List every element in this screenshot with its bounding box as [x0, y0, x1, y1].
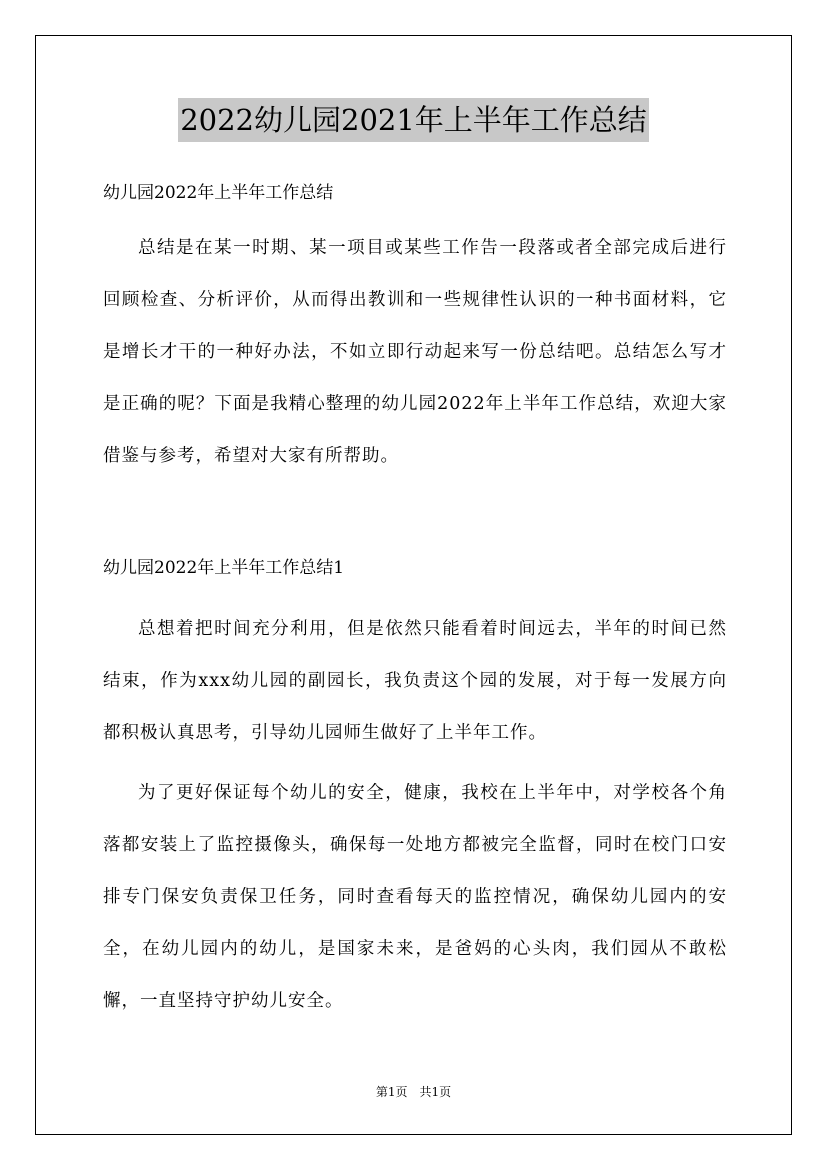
document-subtitle: 幼儿园2022年上半年工作总结 [103, 183, 334, 203]
intro-paragraph: 总结是在某一时期、某一项目或某些工作告一段落或者全部完成后进行回顾检查、分析评价，从而得出教训和一些规律性认识的一种书面材料，它是增长才干的一种好办法，不如立即行动起来写一份总结吧。总结怎么写才是正确的呢？下面是我精心整理的幼儿园2022年上半年工作总结，欢迎大家借鉴与参考，希望对大家有所帮助。 [103, 238, 727, 466]
section-heading: 幼儿园2022年上半年工作总结1 [103, 558, 345, 578]
document-body [103, 172, 727, 1027]
title-container [0, 98, 827, 142]
document-title: 2022幼儿园2021年上半年工作总结 [178, 98, 649, 142]
page-number-footer: 第1页 共1页 [375, 1085, 452, 1099]
body-paragraph-1: 总想着把时间充分利用，但是依然只能看着时间远去，半年的时间已然结束，作为xxx幼儿园的副园长，我负责这个园的发展，对于每一发展方向都积极认真思考，引导幼儿园师生做好了上半年工作。 [103, 619, 727, 743]
body-paragraph-2: 为了更好保证每个幼儿的安全，健康，我校在上半年中，对学校各个角落都安装上了监控摄像头，确保每一处地方都被完全监督，同时在校门口安排专门保安负责保卫任务，同时查看每天的监控情况，确保幼儿园内的安全，在幼儿园内的幼儿，是国家未来，是爸妈的心头肉，我们园从不敢松懈，一直坚持守护幼儿安全。 [103, 783, 727, 1011]
